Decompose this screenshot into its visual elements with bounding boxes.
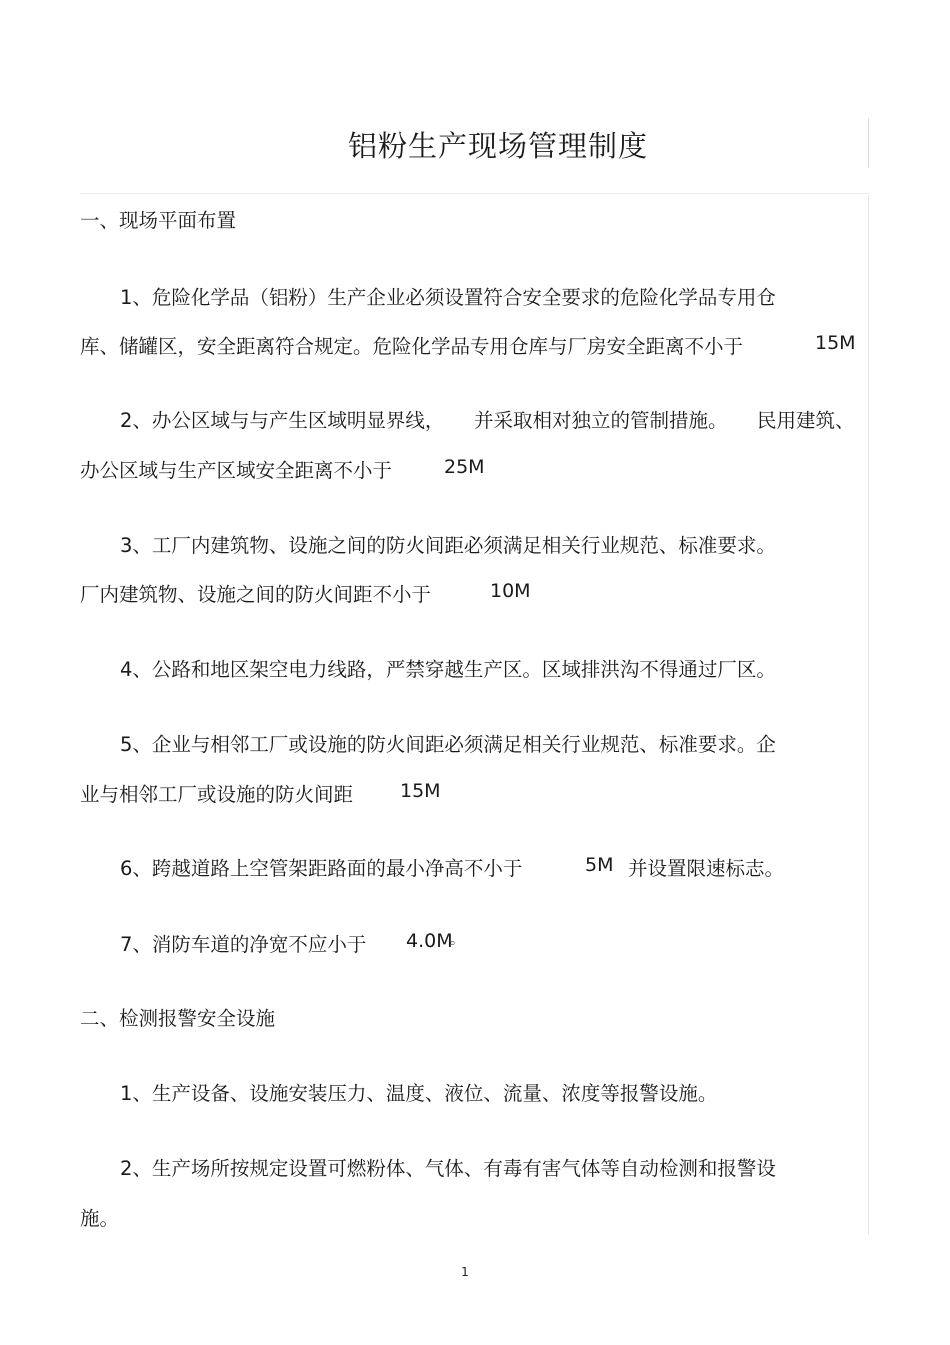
page-number: 1 — [461, 1265, 469, 1279]
item-1-line-1: 1、危险化学品（铝粉）生产企业必须设置符合安全要求的危险化学品专用仓 — [120, 286, 776, 309]
item-2-value: 25M — [444, 456, 485, 478]
section-1-heading: 一、现场平面布置 — [80, 209, 237, 232]
item-6-line-1b: 并设置限速标志。 — [628, 857, 785, 880]
item-6-value: 5M — [585, 854, 614, 876]
item-3-value: 10M — [490, 580, 531, 602]
item-5-line-1: 5、企业与相邻工厂或设施的防火间距必须满足相关行业规范、标准要求。企 — [120, 733, 776, 756]
item-7-suffix: 。 — [450, 932, 464, 948]
item-4-line-1: 4、公路和地区架空电力线路，严禁穿越生产区。区域排洪沟不得通过厂区。 — [120, 658, 776, 681]
item-2-line-1c: 民用建筑、 — [757, 409, 855, 432]
item-3-line-1: 3、工厂内建筑物、设施之间的防火间距必须满足相关行业规范、标准要求。 — [120, 534, 776, 557]
section-2-item-2-line-1: 2、生产场所按规定设置可燃粉体、气体、有毒有害气体等自动检测和报警设 — [120, 1157, 776, 1180]
section-2-item-2-line-2: 施。 — [80, 1207, 120, 1230]
item-1-value: 15M — [815, 332, 856, 354]
item-2-line-1b: 并采取相对独立的管制措施。 — [474, 409, 728, 432]
item-2-line-1a: 2、办公区域与与产生区域明显界线， — [120, 409, 445, 432]
item-3-line-2: 厂内建筑物、设施之间的防火间距不小于 — [80, 583, 432, 606]
item-1-line-2: 库、储罐区，安全距离符合规定。危险化学品专用仓库与厂房安全距离不小于 — [80, 335, 744, 358]
page-title: 铝粉生产现场管理制度 — [347, 129, 648, 163]
item-5-value: 15M — [400, 780, 441, 802]
item-7-value: 4.0M — [406, 930, 453, 952]
section-2-item-1-line-1: 1、生产设备、设施安装压力、温度、液位、流量、浓度等报警设施。 — [120, 1082, 718, 1105]
header-rule — [80, 193, 870, 194]
item-7-line-1: 7、消防车道的净宽不应小于 — [120, 933, 367, 956]
item-6-line-1a: 6、跨越道路上空管架距路面的最小净高不小于 — [120, 857, 523, 880]
item-2-line-2: 办公区域与生产区域安全距离不小于 — [80, 459, 393, 482]
item-5-line-2: 业与相邻工厂或设施的防火间距 — [80, 783, 354, 806]
margin-rule — [868, 195, 869, 1235]
section-2-heading: 二、检测报警安全设施 — [80, 1007, 276, 1030]
margin-rule-top — [868, 118, 869, 168]
